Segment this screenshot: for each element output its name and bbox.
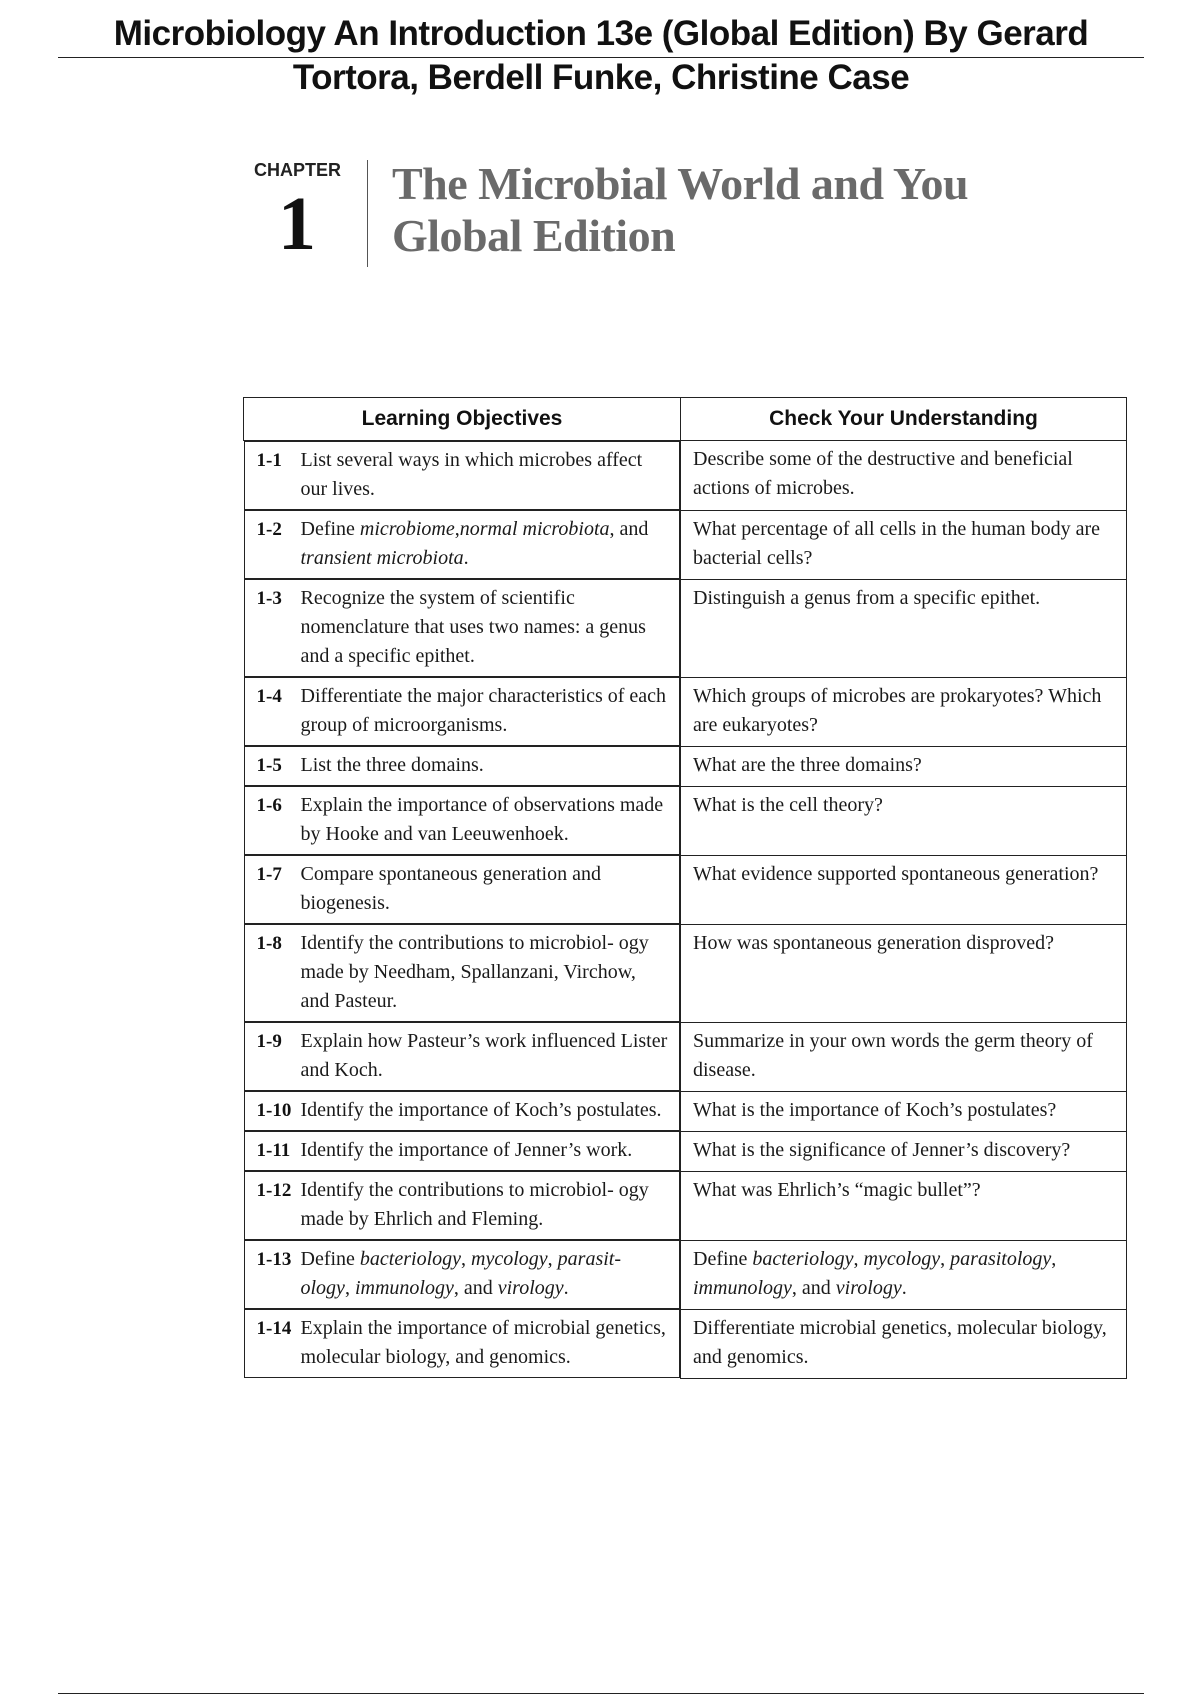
- book-title-line2: Tortora, Berdell Funke, Christine Case: [292, 58, 910, 97]
- objective-number: 1-7: [256, 864, 282, 885]
- table-row: [244, 579, 1127, 677]
- table-row: [244, 510, 1127, 579]
- chapter-title: [392, 158, 968, 262]
- objective-text: Differentiate the major characteristics of each group of microorganisms.: [300, 685, 667, 736]
- objective-number: 1-9: [256, 1031, 282, 1052]
- objective-number: 1-2: [256, 519, 282, 540]
- objective-text: Explain the importance of microbial genetics, molecular biology, and genomics.: [300, 1317, 666, 1368]
- objective-text-part: Define: [300, 518, 360, 540]
- check-understanding-cell: How was spontaneous generation disproved?: [681, 924, 1127, 1022]
- objective-text: Identify the importance of Koch’s postulates.: [300, 1099, 662, 1121]
- chapter-title-line2: Global Edition: [392, 210, 676, 261]
- objective-number: 1-6: [256, 795, 282, 816]
- objective-text-part: transient microbiota: [300, 547, 464, 569]
- objective-number: 1-4: [256, 686, 282, 707]
- check-understanding-cell: What is the importance of Koch’s postulates?: [681, 1091, 1127, 1131]
- table-row: [244, 1131, 1127, 1171]
- header-learning-objectives: Learning Objectives: [244, 398, 681, 441]
- objective-text-part: , and: [453, 1277, 498, 1299]
- footer-rule: [58, 1693, 1144, 1694]
- table-row: [244, 1091, 1127, 1131]
- table-row: [244, 924, 1127, 1022]
- objective-text-part: and: [614, 518, 649, 540]
- table-row: [244, 855, 1127, 924]
- table-row: [244, 677, 1127, 746]
- objective-text-part: bacteriology: [359, 1248, 462, 1270]
- objective-number: 1-13: [256, 1249, 292, 1270]
- table-header-row: [244, 398, 1127, 441]
- learning-objective-cell: [244, 1309, 681, 1378]
- learning-objective-cell: [244, 1131, 681, 1171]
- check-understanding-cell: What percentage of all cells in the human body are bacterial cells?: [681, 510, 1127, 579]
- objective-text: Recognize the system of scientific nomenclature that uses two names: a genus and a specific epithet.: [300, 587, 646, 667]
- objective-number: 1-8: [256, 933, 282, 954]
- learning-objective-cell: [244, 786, 681, 855]
- objective-text: Explain how Pasteur’s work influenced Lister and Koch.: [300, 1030, 668, 1081]
- learning-objective-cell: [244, 855, 681, 924]
- objective-text-part: ,: [547, 1248, 558, 1270]
- learning-objective-cell: [244, 579, 681, 677]
- title-underline: [58, 57, 1144, 58]
- book-title: [58, 12, 1144, 100]
- learning-objective-cell: [244, 441, 681, 510]
- objective-text: Explain the importance of observations made by Hooke and van Leeuwenhoek.: [300, 794, 664, 845]
- chapter-title-line1: The Microbial World and You: [392, 158, 969, 209]
- check-understanding-cell: Describe some of the destructive and beneficial actions of microbes.: [681, 441, 1127, 511]
- check-text-part: , and: [791, 1276, 836, 1299]
- table-row: [244, 1309, 1127, 1378]
- table-row: [244, 786, 1127, 855]
- objective-text-part: ,: [454, 518, 460, 540]
- chapter-divider: [367, 160, 368, 267]
- check-text-part: mycology: [863, 1247, 941, 1270]
- chapter-label: CHAPTER: [254, 160, 342, 180]
- learning-objectives-table: [243, 397, 1127, 1379]
- objective-text-part: ,: [344, 1277, 355, 1299]
- check-text-part: parasitology: [950, 1247, 1052, 1270]
- objective-number: 1-3: [256, 588, 282, 609]
- objective-text-part: .: [563, 1277, 569, 1299]
- learning-objective-cell: [244, 677, 681, 746]
- learning-objective-cell: [244, 1022, 681, 1091]
- objective-text-part: ,: [609, 518, 615, 540]
- check-text-part: Define: [693, 1247, 753, 1270]
- table-row: [244, 1240, 1127, 1309]
- check-text-part: .: [901, 1276, 907, 1299]
- objective-text-part: mycology: [471, 1248, 548, 1270]
- learning-objective-cell: [244, 510, 681, 579]
- objective-text-part: virology: [497, 1277, 564, 1299]
- objective-text-part: immunology: [354, 1277, 454, 1299]
- check-understanding-cell: Summarize in your own words the germ theory of disease.: [681, 1022, 1127, 1091]
- objective-number: 1-10: [256, 1100, 292, 1121]
- chapter-number: 1: [278, 182, 316, 266]
- objective-text-part: .: [463, 547, 469, 569]
- objective-text-part: normal microbiota: [459, 518, 610, 540]
- check-text-part: bacteriology: [752, 1247, 854, 1270]
- objective-text: List the three domains.: [300, 754, 484, 776]
- learning-objective-cell: [244, 1171, 681, 1240]
- learning-objective-cell: [244, 746, 681, 786]
- learning-objective-cell: [244, 924, 681, 1022]
- objective-text-part: parasit- ology: [300, 1248, 621, 1299]
- objective-text: Compare spontaneous generation and biogenesis.: [300, 863, 601, 914]
- check-understanding-cell: What is the cell theory?: [681, 786, 1127, 855]
- table-row: [244, 746, 1127, 786]
- check-understanding-cell: What are the three domains?: [681, 746, 1127, 786]
- objective-number: 1-11: [256, 1140, 291, 1161]
- objective-text: List several ways in which microbes affect our lives.: [300, 449, 643, 500]
- objective-text: Identify the contributions to microbiol- ogy made by Needham, Spallanzani, Virchow, and Pasteur.: [300, 932, 649, 1012]
- check-text-part: ,: [853, 1247, 864, 1270]
- learning-objective-cell: [244, 1240, 681, 1309]
- check-understanding-cell: [681, 1240, 1127, 1309]
- check-text-part: ,: [1051, 1247, 1057, 1270]
- objective-number: 1-5: [256, 755, 282, 776]
- book-title-line1: Microbiology An Introduction 13e (Global Edition) By Gerard: [113, 14, 1089, 53]
- objective-text: [301, 515, 670, 573]
- check-understanding-cell: Distinguish a genus from a specific epithet.: [681, 579, 1127, 677]
- check-understanding-cell: What evidence supported spontaneous generation?: [681, 855, 1127, 924]
- learning-objective-cell: [244, 1091, 681, 1131]
- check-text-part: virology: [835, 1276, 902, 1299]
- check-text-part: ,: [940, 1247, 951, 1270]
- header-check-your-understanding: Check Your Understanding: [681, 398, 1127, 441]
- check-understanding-cell: What was Ehrlich’s “magic bullet”?: [681, 1171, 1127, 1240]
- check-understanding-cell: Which groups of microbes are prokaryotes? Which are eukaryotes?: [681, 677, 1127, 746]
- objective-text-part: microbiome: [359, 518, 455, 540]
- check-understanding-cell: Differentiate microbial genetics, molecular biology, and genomics.: [681, 1309, 1127, 1378]
- table-row: [244, 441, 1127, 511]
- objective-number: 1-12: [256, 1180, 292, 1201]
- table-row: [244, 1022, 1127, 1091]
- check-understanding-cell: What is the significance of Jenner’s discovery?: [681, 1131, 1127, 1171]
- table-body: [244, 441, 1127, 1379]
- objective-text: Identify the importance of Jenner’s work.: [300, 1139, 633, 1161]
- table-row: [244, 1171, 1127, 1240]
- objective-text: [301, 1245, 670, 1303]
- objective-text: Identify the contributions to microbiol- ogy made by Ehrlich and Fleming.: [300, 1179, 649, 1230]
- objective-number: 1-14: [256, 1318, 292, 1339]
- objective-text-part: ,: [461, 1248, 472, 1270]
- objective-number: 1-1: [256, 450, 282, 471]
- objective-text-part: Define: [300, 1248, 360, 1270]
- check-text-part: immunology: [693, 1276, 792, 1299]
